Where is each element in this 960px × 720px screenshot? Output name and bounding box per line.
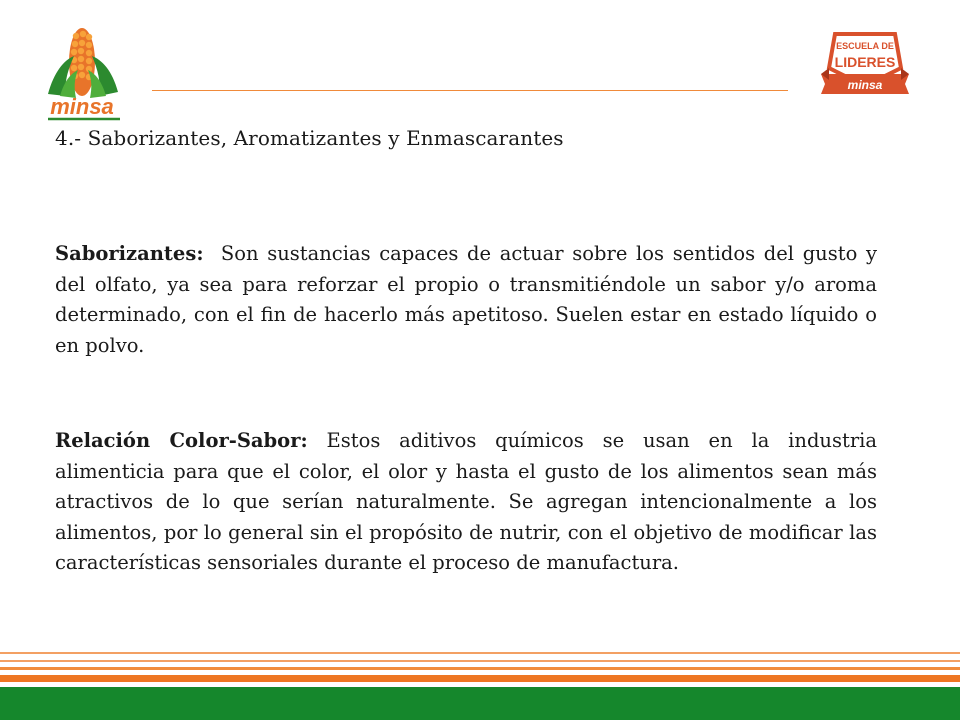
slide-heading: 4.- Saborizantes, Aromatizantes y Enmascarantes bbox=[55, 126, 564, 150]
minsa-wordmark: minsa bbox=[50, 94, 114, 119]
footer-stripe bbox=[0, 652, 960, 654]
minsa-logo bbox=[30, 22, 135, 127]
paragraph-text: Son sustancias capaces de actuar sobre los sentidos del gusto y del olfato, ya sea para reforzar el propio o transmitiéndole un sabor y/o aroma determinado, con el fin de hacerlo más apetitoso. Suelen estar en estado líquido o en polvo. bbox=[55, 242, 877, 357]
badge-line3: minsa bbox=[847, 78, 883, 92]
paragraph-text: Estos aditivos químicos se usan en la industria alimenticia para que el color, el olor y hasta el gusto de los alimentos sean más atractivos de lo que serían naturalmente. Se agregan intencionalmente a los alimentos, por lo general sin el propósito de nutrir, con el objetivo de modificar las características sensoriales durante el proceso de manufactura. bbox=[55, 429, 878, 574]
paragraph-label: Saborizantes: bbox=[55, 242, 204, 265]
footer-stripe bbox=[0, 660, 960, 662]
corn-icon bbox=[48, 28, 118, 98]
footer-band-green bbox=[0, 687, 960, 720]
footer-stripe bbox=[0, 667, 960, 670]
badge-line1: ESCUELA DE bbox=[836, 41, 894, 51]
paragraph-saborizantes bbox=[55, 239, 877, 361]
escuela-de-lideres-badge bbox=[815, 28, 915, 110]
paragraph-label: Relación Color-Sabor: bbox=[55, 429, 308, 452]
paragraph-relacion-color-sabor bbox=[55, 426, 877, 579]
footer-stripe-orange bbox=[0, 675, 960, 682]
header-divider bbox=[152, 90, 788, 91]
badge-line2: LIDERES bbox=[834, 54, 896, 70]
